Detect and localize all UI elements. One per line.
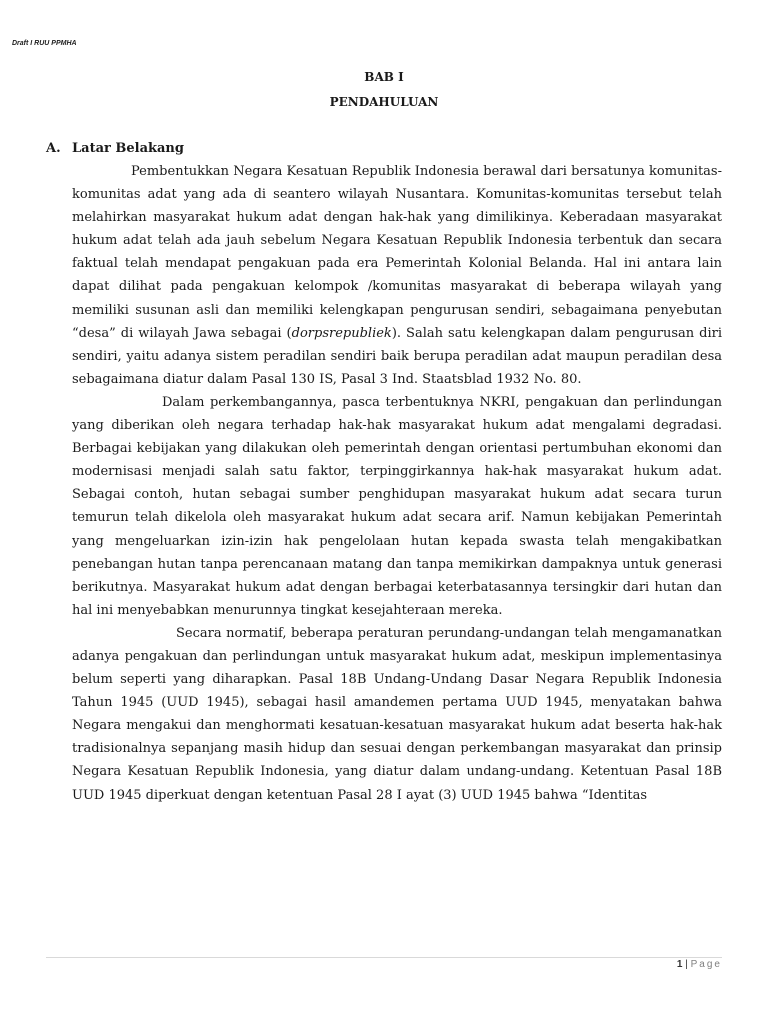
paragraph-3: Secara normatif, beberapa peraturan perundang-undangan telah mengamanatkan adanya pengakuan dan perlindungan untuk masyarakat hukum adat, meskipun implementasinya belum seperti yang diharapkan. Pasal 18B Undang-Undang Dasar Negara Republik Indonesia Tahun 1945 (UUD 1945), sebagai hasil amandemen pertama UUD 1945, menyatakan bahwa Negara mengakui dan menghormati kesatuan-kesatuan masyarakat hukum adat beserta hak-hak tradisionalnya sepanjang masih hidup dan sesuai dengan perkembangan masyarakat dan prinsip Negara Kesatuan Republik Indonesia, yang diatur dalam undang-undang. Ketentuan Pasal 18B UUD 1945 diperkuat dengan ketentuan Pasal 28 I ayat (3) UUD 1945 bahwa “Identitas [72, 625, 722, 803]
draft-label: Draft I RUU PPMHA [12, 40, 77, 47]
page-footer [677, 959, 722, 970]
paragraph-1-italic-term: dorpsrepubliek [291, 325, 392, 341]
page-number: 1 [676, 959, 683, 970]
section-heading [46, 141, 184, 156]
chapter-title: PENDAHULUAN [329, 95, 439, 109]
section-title: Latar Belakang [72, 141, 184, 156]
chapter-number: BAB I [364, 70, 404, 84]
section-letter: A. [46, 141, 61, 156]
paragraph-1-text-after: ). Salah satu kelengkapan dalam pengurusan diri sendiri, yaitu adanya sistem peradilan sendiri baik berupa peradilan adat maupun peradilan desa sebagaimana diatur dalam Pasal 130 IS, Pasal 3 Ind. Staatsblad 1932 No. 80. [72, 325, 723, 387]
paragraph-1-text-before: Pembentukkan Negara Kesatuan Republik Indonesia berawal dari bersatunya komunitas-komunitas adat yang ada di seantero wilayah Nusantara. Komunitas-komunitas tersebut telah melahirkan masyarakat hukum adat dengan hak-hak yang dimilikinya. Keberadaan masyarakat hukum adat telah ada jauh sebelum Negara Kesatuan Republik Indonesia terbentuk dan secara faktual telah mendapat pengakuan pada era Pemerintah Kolonial Belanda. Hal ini antara lain dapat dilihat pada pengakuan kelompok /komunitas masyarakat di beberapa wilayah yang memiliki susunan asli dan memiliki kelengkapan pengurusan sendiri, sebagaimana penyebutan “desa” di wilayah Jawa sebagai ( [72, 164, 722, 341]
body-text [72, 160, 722, 807]
footer-divider [46, 957, 722, 958]
paragraph-2: Dalam perkembangannya, pasca terbentuknya NKRI, pengakuan dan perlindungan yang diberikan oleh negara terhadap hak-hak masyarakat hukum adat mengalami degradasi. Berbagai kebijakan yang dilakukan oleh pemerintah dengan orientasi pertumbuhan ekonomi dan modernisasi menjadi salah satu faktor, terpinggirkannya hak-hak masyarakat hukum adat. Sebagai contoh, hutan sebagai sumber penghidupan masyarakat hukum adat secara turun temurun telah dikelola oleh masyarakat hukum adat secara arif. Namun kebijakan Pemerintah yang mengeluarkan izin-izin hak pengelolaan hutan kepada swasta telah mengakibatkan penebangan hutan tanpa perencanaan matang dan tanpa memikirkan dampaknya untuk generasi berikutnya. Masyarakat hukum adat dengan berbagai keterbatasannya tersingkir dari hutan dan hal ini menyebabkan menurunnya tingkat kesejahteraan mereka. [72, 394, 722, 618]
page-separator: | [685, 959, 688, 970]
paragraph-1 [72, 160, 722, 391]
page-word: Page [690, 959, 722, 970]
